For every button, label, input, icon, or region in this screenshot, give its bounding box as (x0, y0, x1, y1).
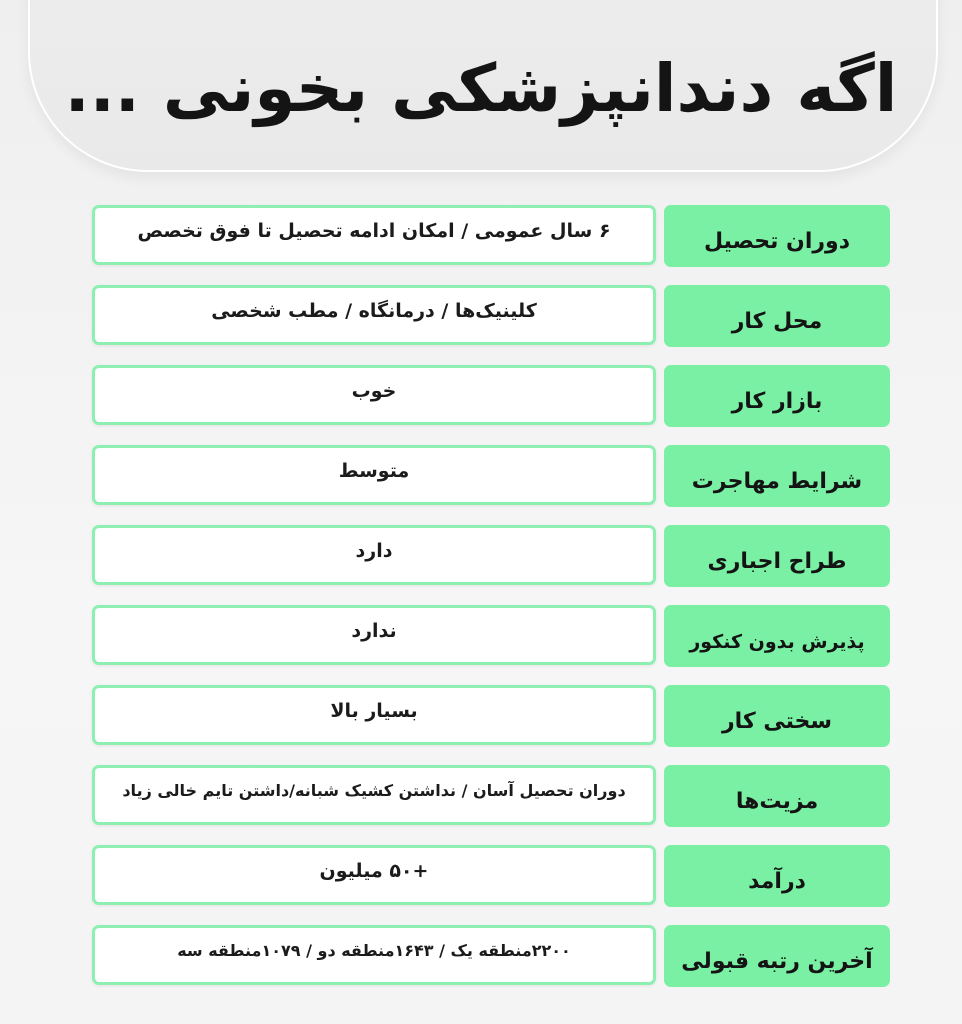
label-cell: طراح اجباری (664, 525, 890, 587)
value-cell: دارد (92, 525, 656, 585)
label-cell: آخرین رتبه قبولی (664, 925, 890, 987)
table-row-job-market (92, 365, 890, 429)
value-cell: کلینیک‌ها / درمانگاه / مطب شخصی (92, 285, 656, 345)
value-cell: خوب (92, 365, 656, 425)
table-row-admission-without-exam (92, 605, 890, 669)
page-title: اگه دندانپزشکی بخونی ... (64, 50, 898, 127)
value-cell: بسیار بالا (92, 685, 656, 745)
value-cell: دوران تحصیل آسان / نداشتن کشیک شبانه/داشتن تایم خالی زیاد (92, 765, 656, 825)
table-row-migration (92, 445, 890, 509)
value-cell: ۲۲۰۰منطقه یک / ۱۶۴۳منطقه دو / ۱۰۷۹منطقه سه (92, 925, 656, 985)
table-row-last-rank (92, 925, 890, 989)
label-cell: سختی کار (664, 685, 890, 747)
table-row-mandatory-service (92, 525, 890, 589)
value-cell: ۶ سال عمومی / امکان ادامه تحصیل تا فوق تخصص (92, 205, 656, 265)
label-cell: دوران تحصیل (664, 205, 890, 267)
label-cell: محل کار (664, 285, 890, 347)
table-row-work-difficulty (92, 685, 890, 749)
value-cell: ندارد (92, 605, 656, 665)
label-cell: بازار کار (664, 365, 890, 427)
table-row-workplace (92, 285, 890, 349)
label-cell: درآمد (664, 845, 890, 907)
value-cell: متوسط (92, 445, 656, 505)
table-row-income (92, 845, 890, 909)
table-row-advantages (92, 765, 890, 829)
info-table (92, 205, 890, 1005)
table-row-study-duration (92, 205, 890, 269)
label-cell: پذیرش بدون کنکور (664, 605, 890, 667)
label-cell: مزیت‌ها (664, 765, 890, 827)
value-cell: +۵۰ میلیون (92, 845, 656, 905)
label-cell: شرایط مهاجرت (664, 445, 890, 507)
